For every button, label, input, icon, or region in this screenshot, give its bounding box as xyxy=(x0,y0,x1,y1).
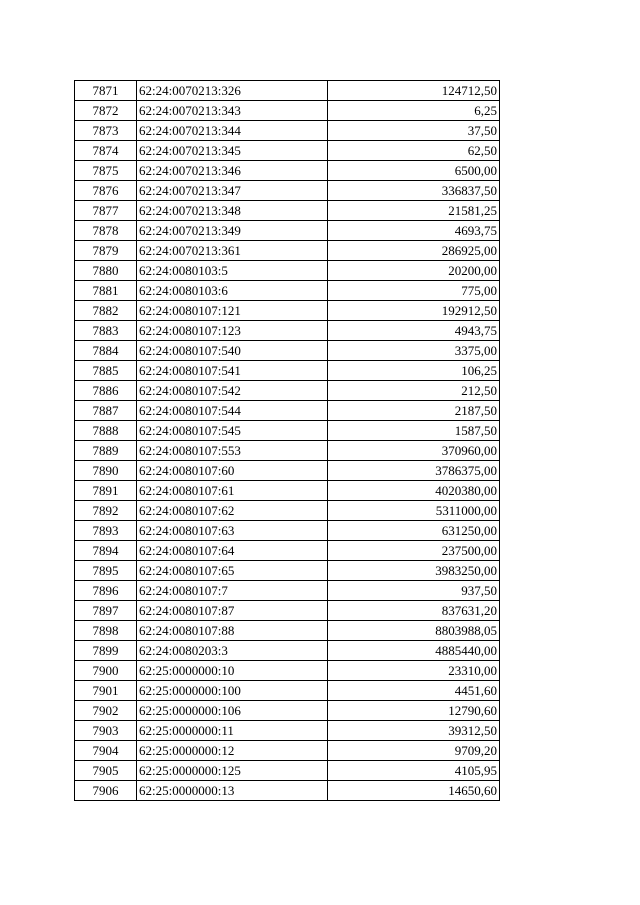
value-cell: 3786375,00 xyxy=(328,461,500,481)
row-number-cell: 7874 xyxy=(75,141,137,161)
row-number-cell: 7894 xyxy=(75,541,137,561)
value-cell: 39312,50 xyxy=(328,721,500,741)
table-row xyxy=(75,221,500,241)
row-number-cell: 7901 xyxy=(75,681,137,701)
table-row xyxy=(75,161,500,181)
cadastral-number-cell: 62:24:0080203:3 xyxy=(137,641,328,661)
value-cell: 12790,60 xyxy=(328,701,500,721)
cadastral-number-cell: 62:24:0080107:540 xyxy=(137,341,328,361)
value-cell: 3375,00 xyxy=(328,341,500,361)
value-cell: 21581,25 xyxy=(328,201,500,221)
value-cell: 212,50 xyxy=(328,381,500,401)
cadastral-number-cell: 62:24:0080107:61 xyxy=(137,481,328,501)
row-number-cell: 7884 xyxy=(75,341,137,361)
cadastral-number-cell: 62:24:0070213:361 xyxy=(137,241,328,261)
value-cell: 106,25 xyxy=(328,361,500,381)
cadastral-number-cell: 62:24:0080107:544 xyxy=(137,401,328,421)
row-number-cell: 7895 xyxy=(75,561,137,581)
row-number-cell: 7876 xyxy=(75,181,137,201)
table-row xyxy=(75,621,500,641)
table-row xyxy=(75,201,500,221)
cadastral-number-cell: 62:24:0070213:345 xyxy=(137,141,328,161)
row-number-cell: 7899 xyxy=(75,641,137,661)
value-cell: 5311000,00 xyxy=(328,501,500,521)
table-row xyxy=(75,561,500,581)
value-cell: 37,50 xyxy=(328,121,500,141)
row-number-cell: 7886 xyxy=(75,381,137,401)
value-cell: 4885440,00 xyxy=(328,641,500,661)
cadastral-number-cell: 62:24:0080107:63 xyxy=(137,521,328,541)
table-row xyxy=(75,541,500,561)
cadastral-number-cell: 62:24:0070213:344 xyxy=(137,121,328,141)
row-number-cell: 7900 xyxy=(75,661,137,681)
value-cell: 4105,95 xyxy=(328,761,500,781)
row-number-cell: 7893 xyxy=(75,521,137,541)
table-row xyxy=(75,661,500,681)
table-row xyxy=(75,421,500,441)
table-row xyxy=(75,521,500,541)
table-row xyxy=(75,501,500,521)
table-row xyxy=(75,761,500,781)
value-cell: 9709,20 xyxy=(328,741,500,761)
value-cell: 6500,00 xyxy=(328,161,500,181)
row-number-cell: 7883 xyxy=(75,321,137,341)
row-number-cell: 7880 xyxy=(75,261,137,281)
value-cell: 4943,75 xyxy=(328,321,500,341)
cadastral-number-cell: 62:24:0080107:541 xyxy=(137,361,328,381)
table-row xyxy=(75,721,500,741)
table-row xyxy=(75,241,500,261)
table-row xyxy=(75,301,500,321)
cadastral-number-cell: 62:24:0080107:545 xyxy=(137,421,328,441)
value-cell: 20200,00 xyxy=(328,261,500,281)
row-number-cell: 7888 xyxy=(75,421,137,441)
row-number-cell: 7889 xyxy=(75,441,137,461)
cadastral-number-cell: 62:24:0080107:542 xyxy=(137,381,328,401)
row-number-cell: 7902 xyxy=(75,701,137,721)
row-number-cell: 7875 xyxy=(75,161,137,181)
row-number-cell: 7906 xyxy=(75,781,137,801)
cadastral-number-cell: 62:25:0000000:11 xyxy=(137,721,328,741)
table-row xyxy=(75,601,500,621)
row-number-cell: 7891 xyxy=(75,481,137,501)
row-number-cell: 7877 xyxy=(75,201,137,221)
row-number-cell: 7898 xyxy=(75,621,137,641)
row-number-cell: 7897 xyxy=(75,601,137,621)
cadastral-number-cell: 62:25:0000000:12 xyxy=(137,741,328,761)
value-cell: 837631,20 xyxy=(328,601,500,621)
cadastral-number-cell: 62:24:0080107:65 xyxy=(137,561,328,581)
cadastral-number-cell: 62:24:0080107:7 xyxy=(137,581,328,601)
table-row xyxy=(75,781,500,801)
table-row xyxy=(75,441,500,461)
value-cell: 1587,50 xyxy=(328,421,500,441)
value-cell: 62,50 xyxy=(328,141,500,161)
cadastral-number-cell: 62:24:0070213:343 xyxy=(137,101,328,121)
table-row xyxy=(75,341,500,361)
row-number-cell: 7905 xyxy=(75,761,137,781)
cadastral-number-cell: 62:24:0080107:60 xyxy=(137,461,328,481)
row-number-cell: 7890 xyxy=(75,461,137,481)
value-cell: 124712,50 xyxy=(328,81,500,101)
table-row xyxy=(75,701,500,721)
cadastral-number-cell: 62:24:0080107:123 xyxy=(137,321,328,341)
table-row xyxy=(75,181,500,201)
table-row xyxy=(75,321,500,341)
value-cell: 4451,60 xyxy=(328,681,500,701)
cadastral-value-table xyxy=(74,80,500,801)
cadastral-number-cell: 62:24:0070213:349 xyxy=(137,221,328,241)
row-number-cell: 7881 xyxy=(75,281,137,301)
cadastral-number-cell: 62:24:0080107:87 xyxy=(137,601,328,621)
row-number-cell: 7872 xyxy=(75,101,137,121)
row-number-cell: 7904 xyxy=(75,741,137,761)
cadastral-number-cell: 62:25:0000000:13 xyxy=(137,781,328,801)
cadastral-number-cell: 62:24:0070213:347 xyxy=(137,181,328,201)
table-row xyxy=(75,121,500,141)
cadastral-number-cell: 62:24:0080103:6 xyxy=(137,281,328,301)
table-row xyxy=(75,361,500,381)
cadastral-number-cell: 62:24:0080103:5 xyxy=(137,261,328,281)
cadastral-number-cell: 62:25:0000000:100 xyxy=(137,681,328,701)
table-row xyxy=(75,281,500,301)
value-cell: 6,25 xyxy=(328,101,500,121)
value-cell: 23310,00 xyxy=(328,661,500,681)
value-cell: 775,00 xyxy=(328,281,500,301)
value-cell: 4693,75 xyxy=(328,221,500,241)
table-row xyxy=(75,101,500,121)
row-number-cell: 7887 xyxy=(75,401,137,421)
row-number-cell: 7896 xyxy=(75,581,137,601)
table-row xyxy=(75,81,500,101)
row-number-cell: 7878 xyxy=(75,221,137,241)
table-body xyxy=(75,81,500,801)
cadastral-number-cell: 62:24:0070213:326 xyxy=(137,81,328,101)
cadastral-number-cell: 62:24:0070213:348 xyxy=(137,201,328,221)
table-row xyxy=(75,581,500,601)
cadastral-number-cell: 62:25:0000000:106 xyxy=(137,701,328,721)
row-number-cell: 7873 xyxy=(75,121,137,141)
cadastral-number-cell: 62:24:0080107:553 xyxy=(137,441,328,461)
cadastral-number-cell: 62:24:0080107:88 xyxy=(137,621,328,641)
table-row xyxy=(75,261,500,281)
value-cell: 631250,00 xyxy=(328,521,500,541)
cadastral-number-cell: 62:24:0080107:64 xyxy=(137,541,328,561)
value-cell: 286925,00 xyxy=(328,241,500,261)
cadastral-number-cell: 62:24:0080107:121 xyxy=(137,301,328,321)
table-row xyxy=(75,741,500,761)
table-row xyxy=(75,381,500,401)
value-cell: 192912,50 xyxy=(328,301,500,321)
table-row xyxy=(75,681,500,701)
table-row xyxy=(75,641,500,661)
value-cell: 4020380,00 xyxy=(328,481,500,501)
row-number-cell: 7879 xyxy=(75,241,137,261)
table-row xyxy=(75,401,500,421)
table-row xyxy=(75,461,500,481)
value-cell: 2187,50 xyxy=(328,401,500,421)
row-number-cell: 7892 xyxy=(75,501,137,521)
value-cell: 370960,00 xyxy=(328,441,500,461)
value-cell: 3983250,00 xyxy=(328,561,500,581)
row-number-cell: 7882 xyxy=(75,301,137,321)
table-row xyxy=(75,141,500,161)
value-cell: 14650,60 xyxy=(328,781,500,801)
row-number-cell: 7871 xyxy=(75,81,137,101)
row-number-cell: 7885 xyxy=(75,361,137,381)
cadastral-number-cell: 62:24:0070213:346 xyxy=(137,161,328,181)
value-cell: 937,50 xyxy=(328,581,500,601)
cadastral-number-cell: 62:24:0080107:62 xyxy=(137,501,328,521)
value-cell: 8803988,05 xyxy=(328,621,500,641)
value-cell: 237500,00 xyxy=(328,541,500,561)
cadastral-number-cell: 62:25:0000000:125 xyxy=(137,761,328,781)
table-row xyxy=(75,481,500,501)
row-number-cell: 7903 xyxy=(75,721,137,741)
cadastral-number-cell: 62:25:0000000:10 xyxy=(137,661,328,681)
value-cell: 336837,50 xyxy=(328,181,500,201)
